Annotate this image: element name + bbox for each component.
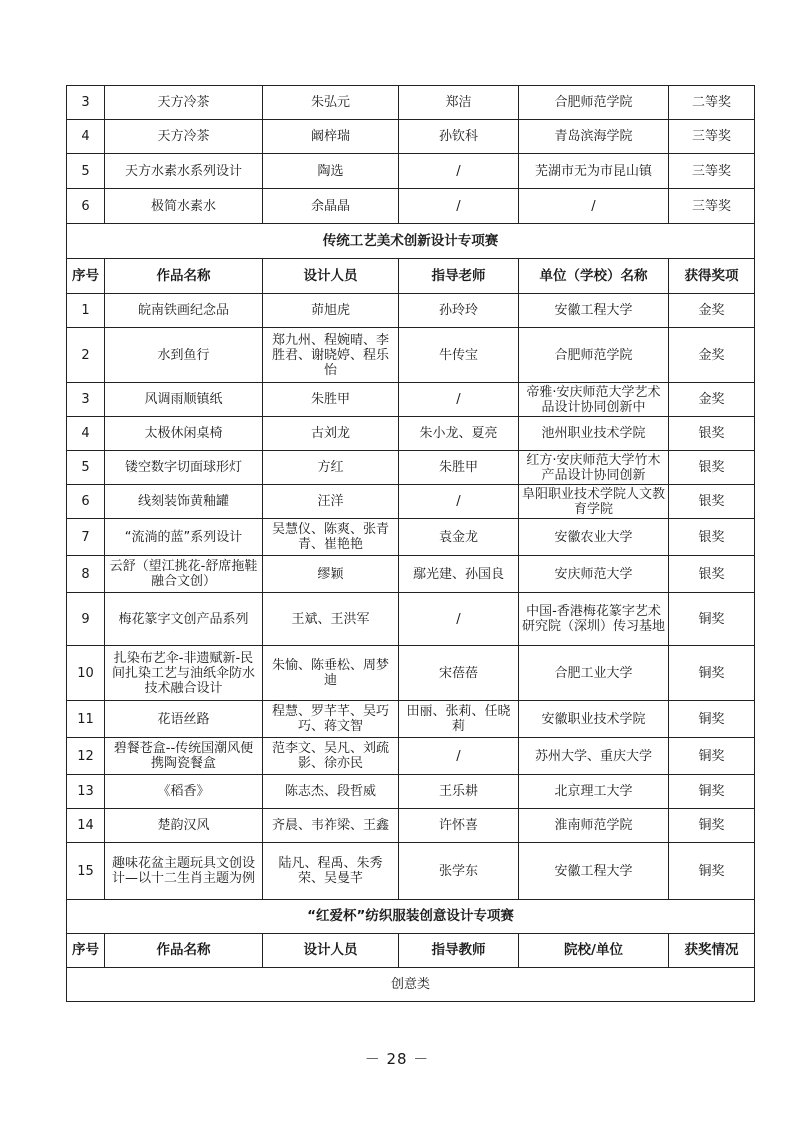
cell-award: 铜奖	[669, 809, 755, 843]
cell-unit: 安庆师范大学	[519, 556, 669, 593]
cell-award: 铜奖	[669, 701, 755, 738]
cell-no: 2	[67, 328, 105, 383]
cell-advisor: /	[399, 189, 519, 224]
cell-designers: 朱愉、陈垂松、周梦迪	[263, 646, 399, 701]
cell-designers: 王斌、王洪军	[263, 593, 399, 646]
awards-table-body	[67, 86, 755, 1002]
cell-name: 天方水素水系列设计	[105, 154, 263, 189]
cell-unit: 安徽工程大学	[519, 843, 669, 900]
cell-no: 14	[67, 809, 105, 843]
cell-no: 4	[67, 120, 105, 154]
cell-advisor: 牛传宝	[399, 328, 519, 383]
cell-unit: 淮南师范学院	[519, 809, 669, 843]
cell-unit: 合肥师范学院	[519, 328, 669, 383]
table-row	[67, 646, 755, 701]
cell-advisor: /	[399, 485, 519, 519]
cell-advisor: 田丽、张莉、任晓莉	[399, 701, 519, 738]
header-advisor: 指导教师	[399, 934, 519, 968]
cell-award: 铜奖	[669, 593, 755, 646]
table-row	[67, 519, 755, 556]
cell-no: 13	[67, 775, 105, 809]
cell-designers: 范李文、吴凡、刘疏影、徐亦民	[263, 738, 399, 775]
header-no: 序号	[67, 259, 105, 294]
cell-unit: 合肥师范学院	[519, 86, 669, 120]
cell-award: 二等奖	[669, 86, 755, 120]
table-row	[67, 809, 755, 843]
cell-advisor: 许怀喜	[399, 809, 519, 843]
subcategory-row	[67, 968, 755, 1002]
cell-unit: 池州职业技术学院	[519, 417, 669, 451]
table-row	[67, 86, 755, 120]
cell-award: 铜奖	[669, 646, 755, 701]
cell-no: 3	[67, 86, 105, 120]
cell-name: 线刻装饰黄釉罐	[105, 485, 263, 519]
cell-award: 铜奖	[669, 738, 755, 775]
page-number: － 28 －	[364, 1050, 430, 1068]
cell-advisor: 朱小龙、夏亮	[399, 417, 519, 451]
cell-name: “流淌的蓝”系列设计	[105, 519, 263, 556]
cell-name: 楚韵汉风	[105, 809, 263, 843]
cell-name: 水到鱼行	[105, 328, 263, 383]
cell-no: 6	[67, 485, 105, 519]
cell-no: 10	[67, 646, 105, 701]
cell-advisor: /	[399, 154, 519, 189]
cell-name: 碧餐苍盒--传统国潮风便携陶瓷餐盒	[105, 738, 263, 775]
header-row	[67, 259, 755, 294]
cell-designers: 余晶晶	[263, 189, 399, 224]
cell-advisor: /	[399, 383, 519, 417]
cell-name: 皖南铁画纪念品	[105, 294, 263, 328]
table-row	[67, 294, 755, 328]
header-name: 作品名称	[105, 259, 263, 294]
cell-no: 15	[67, 843, 105, 900]
cell-designers: 郑九州、程婉晴、李胜君、谢晓婷、程乐怡	[263, 328, 399, 383]
header-no: 序号	[67, 934, 105, 968]
cell-advisor: 张学东	[399, 843, 519, 900]
cell-designers: 朱胜甲	[263, 383, 399, 417]
awards-table	[66, 85, 755, 1002]
cell-no: 1	[67, 294, 105, 328]
cell-no: 5	[67, 154, 105, 189]
cell-award: 银奖	[669, 519, 755, 556]
header-unit: 单位（学校）名称	[519, 259, 669, 294]
cell-award: 银奖	[669, 556, 755, 593]
cell-designers: 齐晨、韦祚梁、王鑫	[263, 809, 399, 843]
cell-name: 梅花篆字文创产品系列	[105, 593, 263, 646]
cell-unit: 帝雅·安庆师范大学艺术品设计协同创新中	[519, 383, 669, 417]
cell-name: 扎染布艺伞-非遗赋新-民间扎染工艺与油纸伞防水技术融合设计	[105, 646, 263, 701]
cell-advisor: 孙玲玲	[399, 294, 519, 328]
cell-name: 镂空数字切面球形灯	[105, 451, 263, 485]
table-row	[67, 154, 755, 189]
section-title-row	[67, 224, 755, 259]
cell-advisor: 郑洁	[399, 86, 519, 120]
table-row	[67, 593, 755, 646]
header-advisor: 指导老师	[399, 259, 519, 294]
cell-award: 铜奖	[669, 843, 755, 900]
table-row	[67, 775, 755, 809]
cell-unit: 安徽职业技术学院	[519, 701, 669, 738]
cell-award: 三等奖	[669, 154, 755, 189]
cell-award: 三等奖	[669, 189, 755, 224]
cell-unit: 青岛滨海学院	[519, 120, 669, 154]
cell-no: 3	[67, 383, 105, 417]
table-row	[67, 485, 755, 519]
cell-advisor: 袁金龙	[399, 519, 519, 556]
cell-unit: 安徽农业大学	[519, 519, 669, 556]
cell-unit: 红方·安庆师范大学竹木产品设计协同创新	[519, 451, 669, 485]
cell-no: 6	[67, 189, 105, 224]
cell-advisor: 鄢光建、孙国良	[399, 556, 519, 593]
cell-no: 4	[67, 417, 105, 451]
cell-award: 银奖	[669, 417, 755, 451]
table-row	[67, 328, 755, 383]
table-row	[67, 843, 755, 900]
cell-unit: 中国-香港梅花篆字艺术研究院（深圳）传习基地	[519, 593, 669, 646]
cell-award: 铜奖	[669, 775, 755, 809]
cell-designers: 汪洋	[263, 485, 399, 519]
cell-award: 三等奖	[669, 120, 755, 154]
cell-name: 趣味花盆主题玩具文创设计—以十二生肖主题为例	[105, 843, 263, 900]
header-row	[67, 934, 755, 968]
cell-unit: /	[519, 189, 669, 224]
cell-advisor: 朱胜甲	[399, 451, 519, 485]
cell-designers: 陶选	[263, 154, 399, 189]
cell-award: 金奖	[669, 328, 755, 383]
cell-name: 风调雨顺镇纸	[105, 383, 263, 417]
cell-unit: 合肥工业大学	[519, 646, 669, 701]
cell-designers: 陈志杰、段哲威	[263, 775, 399, 809]
cell-name: 《稻香》	[105, 775, 263, 809]
table-row	[67, 383, 755, 417]
cell-unit: 苏州大学、重庆大学	[519, 738, 669, 775]
section-title-row	[67, 900, 755, 934]
cell-designers: 古刘龙	[263, 417, 399, 451]
cell-name: 极简水素水	[105, 189, 263, 224]
cell-no: 11	[67, 701, 105, 738]
table-row	[67, 738, 755, 775]
table-row	[67, 451, 755, 485]
table-row	[67, 120, 755, 154]
cell-name: 天方冷茶	[105, 86, 263, 120]
cell-no: 7	[67, 519, 105, 556]
cell-name: 花语丝路	[105, 701, 263, 738]
cell-award: 金奖	[669, 383, 755, 417]
cell-unit: 芜湖市无为市昆山镇	[519, 154, 669, 189]
header-designers: 设计人员	[263, 259, 399, 294]
table-row	[67, 417, 755, 451]
header-award: 获得奖项	[669, 259, 755, 294]
header-name: 作品名称	[105, 934, 263, 968]
section-title: 传统工艺美术创新设计专项赛	[67, 224, 755, 259]
cell-award: 金奖	[669, 294, 755, 328]
cell-designers: 缪颖	[263, 556, 399, 593]
cell-advisor: /	[399, 738, 519, 775]
cell-designers: 茆旭虎	[263, 294, 399, 328]
cell-advisor: /	[399, 593, 519, 646]
table-row	[67, 556, 755, 593]
cell-unit: 北京理工大学	[519, 775, 669, 809]
cell-no: 9	[67, 593, 105, 646]
cell-designers: 吴慧仪、陈爽、张青青、崔艳艳	[263, 519, 399, 556]
cell-advisor: 孙钦科	[399, 120, 519, 154]
cell-designers: 程慧、罗芊芊、吴巧巧、蒋文智	[263, 701, 399, 738]
cell-name: 天方冷茶	[105, 120, 263, 154]
cell-unit: 安徽工程大学	[519, 294, 669, 328]
header-designers: 设计人员	[263, 934, 399, 968]
cell-award: 银奖	[669, 485, 755, 519]
table-row	[67, 701, 755, 738]
cell-designers: 陆凡、程禹、朱秀荣、吴曼芊	[263, 843, 399, 900]
cell-designers: 阚梓瑞	[263, 120, 399, 154]
cell-no: 5	[67, 451, 105, 485]
cell-designers: 朱弘元	[263, 86, 399, 120]
section-title: “红爱杯”纺织服装创意设计专项赛	[67, 900, 755, 934]
cell-advisor: 王乐耕	[399, 775, 519, 809]
header-award: 获奖情况	[669, 934, 755, 968]
cell-designers: 方红	[263, 451, 399, 485]
subcategory-label: 创意类	[67, 968, 755, 1002]
cell-no: 12	[67, 738, 105, 775]
cell-name: 太极休闲桌椅	[105, 417, 263, 451]
table-row	[67, 189, 755, 224]
cell-no: 8	[67, 556, 105, 593]
header-unit: 院校/单位	[519, 934, 669, 968]
cell-name: 云舒（望江挑花-舒席拖鞋融合文创）	[105, 556, 263, 593]
cell-advisor: 宋蓓蓓	[399, 646, 519, 701]
cell-award: 银奖	[669, 451, 755, 485]
cell-unit: 阜阳职业技术学院人文教育学院	[519, 485, 669, 519]
